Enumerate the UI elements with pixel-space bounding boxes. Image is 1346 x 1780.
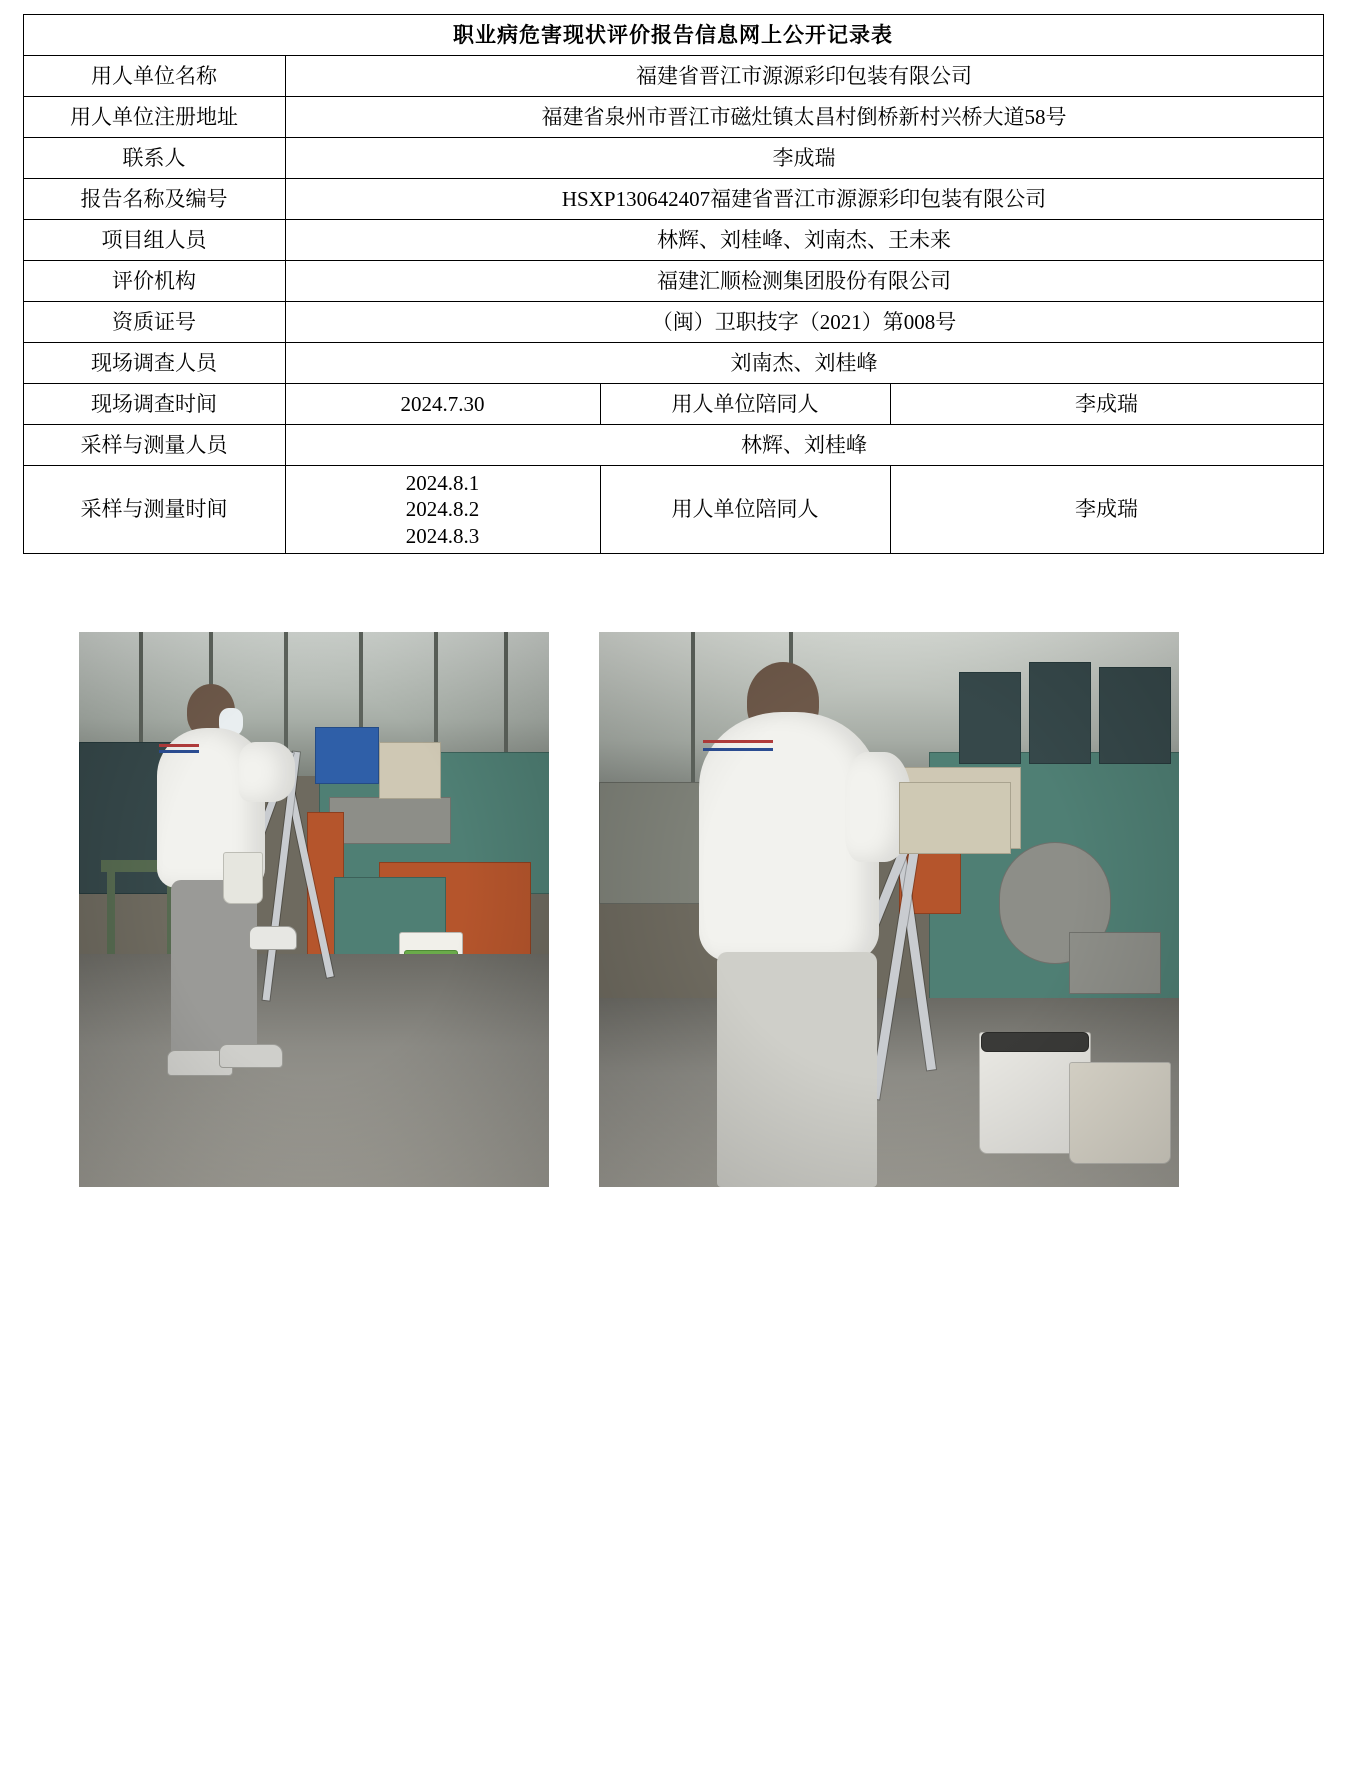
row-label-sampling-accompany: 用人单位陪同人 — [600, 466, 890, 554]
table-row — [23, 343, 1323, 384]
row-label-survey-time: 现场调查时间 — [23, 384, 285, 425]
row-label-contact: 联系人 — [23, 138, 285, 179]
row-value-license-no: （闽）卫职技字（2021）第008号 — [285, 302, 1323, 343]
table-row — [23, 97, 1323, 138]
row-value-project-team: 林辉、刘桂峰、刘南杰、王未来 — [285, 220, 1323, 261]
table-row — [23, 138, 1323, 179]
row-value-survey-time: 2024.7.30 — [285, 384, 600, 425]
row-label-license-no: 资质证号 — [23, 302, 285, 343]
row-label-company-address: 用人单位注册地址 — [23, 97, 285, 138]
row-label-survey-accompany: 用人单位陪同人 — [600, 384, 890, 425]
row-label-sampling-staff: 采样与测量人员 — [23, 425, 285, 466]
row-label-report-no: 报告名称及编号 — [23, 179, 285, 220]
row-label-sampling-time: 采样与测量时间 — [23, 466, 285, 554]
row-value-survey-accompany: 李成瑞 — [890, 384, 1323, 425]
table-row — [23, 425, 1323, 466]
photo-gallery — [23, 554, 1323, 1187]
row-value-sampling-time — [285, 466, 600, 554]
row-label-project-team: 项目组人员 — [23, 220, 285, 261]
row-value-report-no: HSXP130642407福建省晋江市源源彩印包装有限公司 — [285, 179, 1323, 220]
row-value-company-address: 福建省泉州市晋江市磁灶镇太昌村倒桥新村兴桥大道58号 — [285, 97, 1323, 138]
photo-site-survey-right — [599, 632, 1179, 1187]
row-label-company-name: 用人单位名称 — [23, 56, 285, 97]
row-label-survey-staff: 现场调查人员 — [23, 343, 285, 384]
row-value-sampling-accompany: 李成瑞 — [890, 466, 1323, 554]
table-row — [23, 56, 1323, 97]
row-value-survey-staff: 刘南杰、刘桂峰 — [285, 343, 1323, 384]
table-row — [23, 302, 1323, 343]
sampling-date-1: 2024.8.1 — [405, 471, 480, 496]
table-row — [23, 466, 1323, 554]
row-value-contact: 李成瑞 — [285, 138, 1323, 179]
table-row — [23, 179, 1323, 220]
sampling-date-3: 2024.8.3 — [405, 523, 480, 548]
table-row — [23, 220, 1323, 261]
sampling-date-2: 2024.8.2 — [405, 497, 480, 522]
row-value-sampling-staff: 林辉、刘桂峰 — [285, 425, 1323, 466]
row-label-evaluation-agency: 评价机构 — [23, 261, 285, 302]
photo-scene-left — [79, 632, 549, 1187]
table-row — [23, 384, 1323, 425]
row-value-company-name: 福建省晋江市源源彩印包装有限公司 — [285, 56, 1323, 97]
row-value-evaluation-agency: 福建汇顺检测集团股份有限公司 — [285, 261, 1323, 302]
table-row-title — [23, 15, 1323, 56]
photo-site-survey-left — [79, 632, 549, 1187]
table-row — [23, 261, 1323, 302]
photo-scene-right — [599, 632, 1179, 1187]
page-title: 职业病危害现状评价报告信息网上公开记录表 — [23, 15, 1323, 56]
record-table — [23, 14, 1324, 554]
